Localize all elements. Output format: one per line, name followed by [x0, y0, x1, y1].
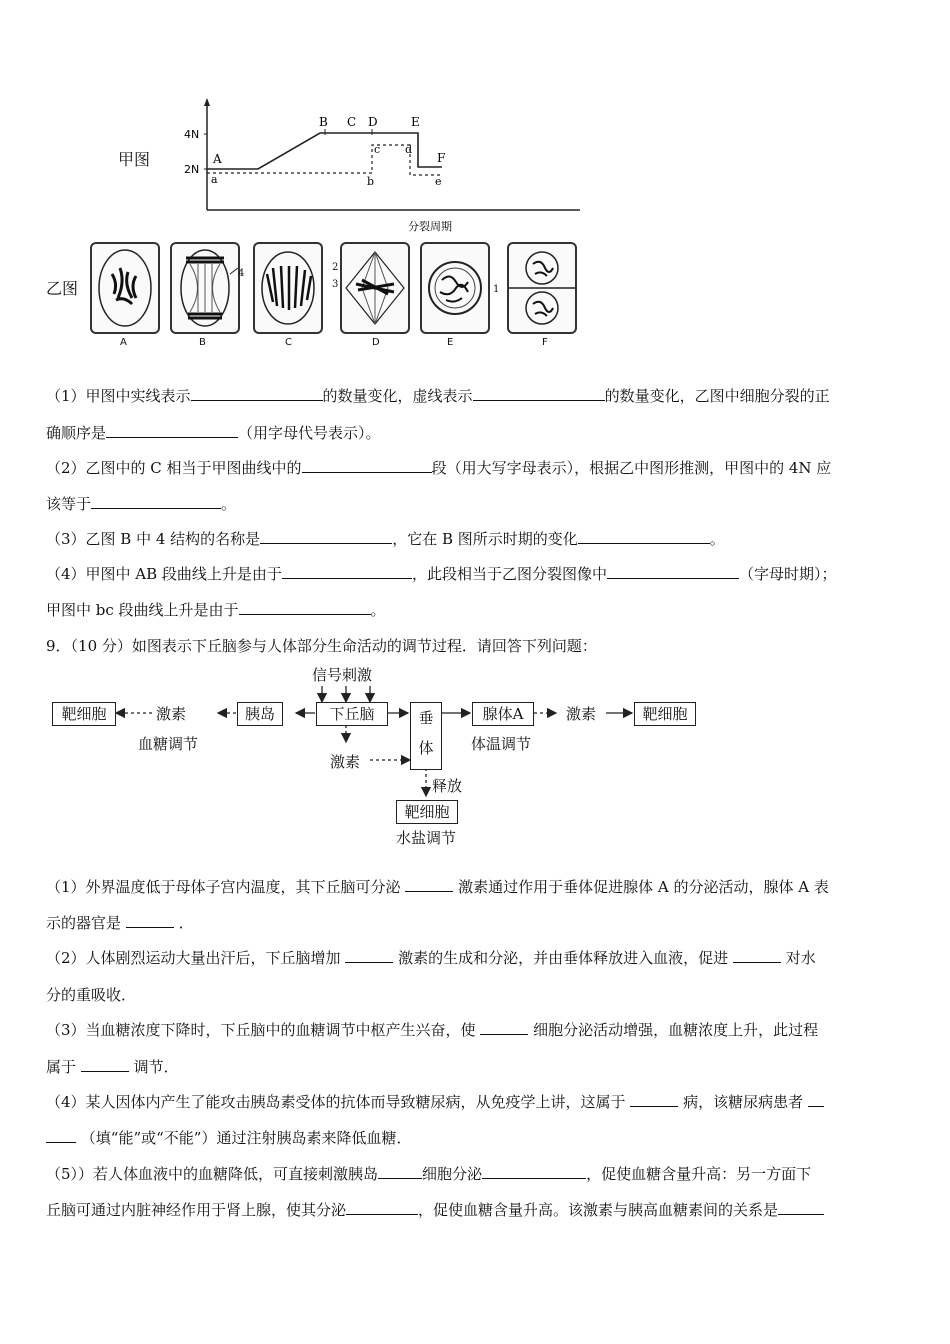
cell-d	[340, 242, 410, 334]
figure-jia-label: 甲图	[118, 150, 151, 169]
y-axis-arrow	[204, 98, 210, 106]
pituitary-char-2: 体	[418, 739, 434, 757]
q9-part4-line1: （4）某人因体内产生了能攻击胰岛素受体的抗体而导致糖尿病，从免疫学上讲，这属于 病，该糖尿病患者	[46, 1092, 824, 1112]
point-a: a	[211, 173, 218, 186]
q9-part2-line2: 分的重吸收．	[46, 986, 137, 1004]
point-e: e	[435, 175, 442, 188]
q8-part1-line1: （1）甲图中实线表示 的数量变化，虚线表示 的数量变化，乙图中细胞分裂的正	[46, 387, 830, 405]
answer-blank[interactable]	[302, 458, 432, 473]
tick-4n: 4N	[184, 128, 200, 141]
answer-blank[interactable]	[191, 386, 323, 401]
q8-part1-line2: 确顺序是 （用字母代号表示）。	[46, 424, 381, 442]
hormone-middle: 激素	[330, 753, 361, 771]
answer-blank[interactable]	[405, 877, 453, 892]
q9-part5-line1: （5））若人体血液中的血糖降低，可直接刺激胰岛 细胞分泌 ，促使血糖含量升高：另一方面下	[46, 1165, 812, 1183]
hormone-left: 激素	[156, 705, 187, 723]
q8-part2-line1: （2）乙图中的 C 相当于甲图曲线中的 段（用大写字母表示），根据乙中图形推测，甲图中的 4N 应	[46, 459, 832, 477]
q8-part4-line1: （4）甲图中 AB 段曲线上升是由于 ，此段相当于乙图分裂图像中 （字母时期）；	[46, 565, 837, 583]
cell-e	[420, 242, 490, 334]
q8-part2-line2: 该等于 。	[46, 495, 237, 513]
release-label: 释放	[432, 777, 463, 795]
q9-part3-line1: （3）当血糖浓度下降时，下丘脑中的血糖调节中枢产生兴奋，使 细胞分泌活动增强，血糖浓度上升，此过程	[46, 1021, 819, 1039]
pituitary-char-1: 垂	[418, 709, 434, 727]
cell-d-label: D	[372, 337, 380, 348]
answer-blank[interactable]	[630, 1092, 678, 1107]
answer-blank[interactable]	[778, 1200, 824, 1215]
point-C: C	[347, 115, 357, 129]
answer-blank[interactable]	[482, 1164, 586, 1179]
q9-part1-line1: （1）外界温度低于母体子宫内温度，其下丘脑可分泌 激素通过作用于垂体促进腺体 A 的分泌活动，腺体 A 表	[46, 878, 829, 896]
signal-stimulus: 信号刺激	[312, 666, 373, 684]
point-F: F	[437, 151, 446, 165]
hormone-right: 激素	[566, 705, 597, 723]
answer-blank[interactable]	[808, 1092, 824, 1107]
x-axis-label: 分裂周期	[408, 220, 452, 233]
structure-3: 3	[332, 279, 339, 290]
point-B: B	[319, 115, 328, 129]
answer-blank[interactable]	[46, 1128, 76, 1143]
figure-jia-graph	[180, 95, 580, 245]
answer-blank[interactable]	[81, 1057, 129, 1072]
point-D: D	[368, 115, 378, 129]
q9-diagram-arrows	[40, 660, 720, 850]
q9-part2-line1: （2）人体剧烈运动大量出汗后，下丘脑增加 激素的生成和分泌，并由垂体释放进入血液，促进 对水	[46, 949, 816, 967]
cell-c	[253, 242, 323, 334]
answer-blank[interactable]	[126, 913, 174, 928]
point-c: c	[374, 143, 381, 156]
answer-blank[interactable]	[473, 386, 605, 401]
water-salt-regulation: 水盐调节	[396, 829, 457, 847]
q9-part3-line2: 属于 调节．	[46, 1058, 179, 1076]
cell-a	[90, 242, 160, 334]
answer-blank[interactable]	[91, 494, 221, 509]
answer-blank[interactable]	[378, 1164, 422, 1179]
point-d: d	[405, 143, 413, 156]
cell-f-label: F	[542, 337, 548, 348]
answer-blank[interactable]	[346, 1200, 418, 1215]
q8-part4-line2: 甲图中 bc 段曲线上升是由于 。	[46, 601, 386, 619]
pituitary-box	[410, 702, 442, 770]
structure-4: 4	[238, 268, 245, 279]
pancreatic-islet-box: 胰岛	[237, 702, 283, 726]
q8-part3: （3）乙图 B 中 4 结构的名称是 ，它在 B 图所示时期的变化 。	[46, 530, 725, 548]
q9-part1-line2: 示的器官是 ．	[46, 914, 194, 932]
temperature-regulation: 体温调节	[471, 735, 532, 753]
structure-2: 2	[332, 262, 339, 273]
tick-2n: 2N	[184, 163, 200, 176]
answer-blank[interactable]	[260, 529, 392, 544]
q9-part4-line2: （填“能”或“不能”）通过注射胰岛素来降低血糖．	[46, 1128, 411, 1148]
cell-b-label: B	[199, 337, 206, 348]
figure-yi-label: 乙图	[46, 279, 79, 298]
answer-blank[interactable]	[239, 600, 371, 615]
cell-f	[507, 242, 577, 334]
answer-blank[interactable]	[106, 423, 238, 438]
gland-a-box: 腺体A	[472, 702, 534, 726]
answer-blank[interactable]	[480, 1020, 528, 1035]
q9-title: 9．（10 分）如图表示下丘脑参与人体部分生命活动的调节过程．请回答下列问题：	[46, 637, 597, 655]
hypothalamus-box: 下丘脑	[316, 702, 388, 726]
answer-blank[interactable]	[733, 948, 781, 963]
cell-c-label: C	[285, 337, 292, 348]
answer-blank[interactable]	[607, 564, 739, 579]
point-E: E	[411, 115, 420, 129]
cell-e-label: E	[447, 337, 454, 348]
cell-a-label: A	[120, 337, 127, 348]
point-b: b	[367, 175, 375, 188]
q9-part5-line2: 丘脑可通过内脏神经作用于肾上腺，使其分泌 ，促使血糖含量升高。该激素与胰高血糖素间的关系是	[46, 1200, 824, 1220]
cell-b	[170, 242, 240, 334]
target-cell-bottom-box: 靶细胞	[396, 800, 458, 824]
structure-1: 1	[493, 284, 500, 295]
answer-blank[interactable]	[282, 564, 412, 579]
blood-sugar-regulation: 血糖调节	[138, 735, 199, 753]
point-A: A	[213, 152, 222, 166]
target-cell-right-box: 靶细胞	[634, 702, 696, 726]
target-cell-left-box: 靶细胞	[52, 702, 116, 726]
answer-blank[interactable]	[578, 529, 710, 544]
answer-blank[interactable]	[345, 948, 393, 963]
